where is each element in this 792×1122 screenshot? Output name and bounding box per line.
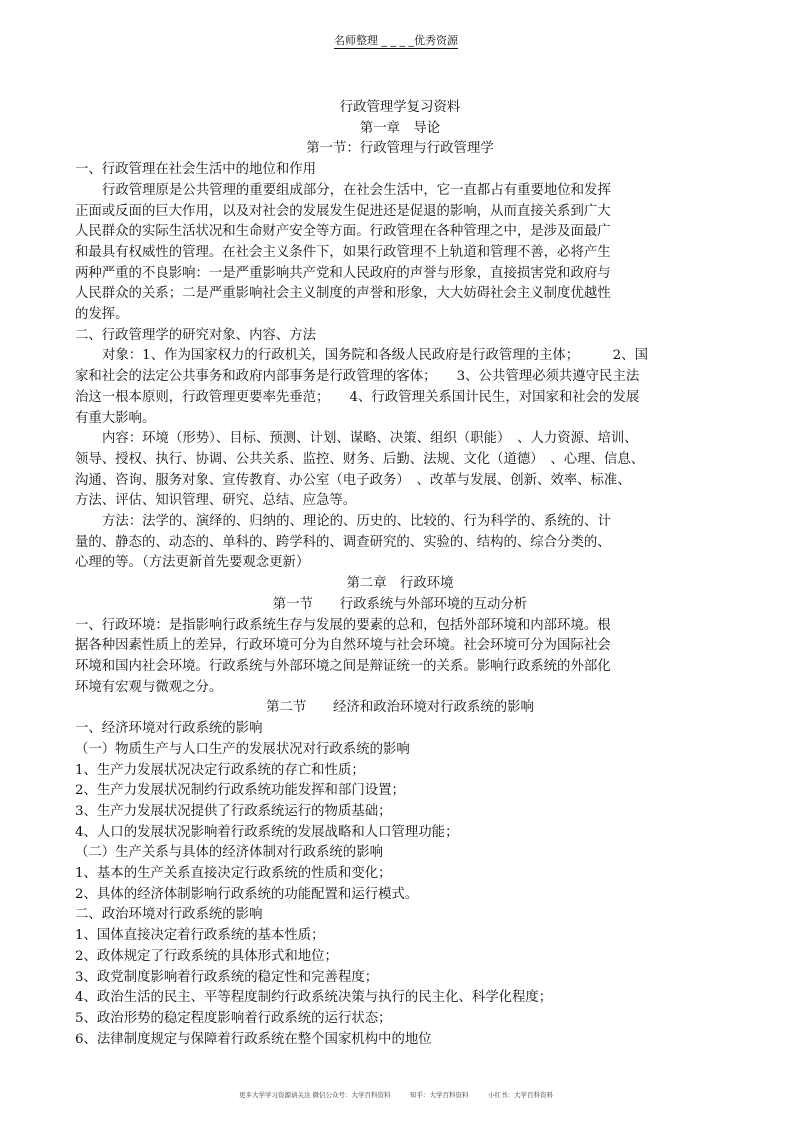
heading-1-1: 一、行政管理在社会生活中的地位和作用	[75, 162, 317, 178]
paragraph-objects	[75, 346, 725, 429]
paragraph-line: 据各种因素性质上的差异，行政环境可分为自然环境与社会环境。社会环境可分为国际社会	[75, 638, 611, 654]
paragraph-line: 一、行政环境：是指影响行政系统生存与发展的要素的总和，包括外部环境和内部环境。根	[75, 617, 611, 633]
section-2-2-heading: 第二节 经济和政治环境对行政系统的影响	[266, 700, 534, 716]
heading-2-2: 二、政治环境对行政系统的影响	[75, 907, 263, 923]
chapter-2-heading: 第二章 行政环境	[346, 576, 454, 592]
paragraph-line: 两种严重的不良影响：一是严重影响共产党和人民政府的声誉与形象，直接损害党和政府与	[75, 265, 611, 281]
list-item: 3、政党制度影响着行政系统的稳定性和完善程度；	[75, 969, 379, 985]
paragraph-line: 对象：1、作为国家权力的行政机关，国务院和各级人民政府是行政管理的主体； 2、国	[102, 348, 648, 364]
paragraph-line: 家和社会的法定公共事务和政府内部事务是行政管理的客体； 3、公共管理必须共遵守民主法	[75, 369, 640, 385]
paragraph-line: 沟通、咨询、服务对象、宣传教育、办公室（电子政务） 、改革与发展、创新、效率、标准、	[75, 472, 631, 488]
list-3	[75, 926, 725, 1050]
document-title: 行政管理学复习资料	[339, 100, 461, 115]
list-item: 2、政体规定了行政系统的具体形式和地位；	[75, 948, 338, 964]
paragraph-line: 人民群众的实际生活状况和生命财产安全等方面。行政管理在各种管理之中，是涉及面最广	[75, 224, 611, 240]
subheading-1: （一）物质生产与人口生产的发展状况对行政系统的影响	[75, 741, 410, 757]
header-text: 名师整理 _ _ _ _优秀资源	[334, 34, 458, 47]
list-item: 4、人口的发展状况影响着行政系统的发展战略和人口管理功能；	[75, 824, 459, 840]
list-item: 2、生产力发展状况制约行政系统功能发挥和部门设置；	[75, 783, 405, 799]
chapter-1-heading: 第一章 导论	[359, 120, 441, 136]
section-1-heading: 第一节：行政管理与行政管理学	[306, 141, 494, 157]
paragraph-line: 内容：环境（形势）、目标、预测、计划、谋略、决策、组织（职能） 、人力资源、培训、	[102, 431, 638, 447]
subheading-2: （二）生产关系与具体的经济体制对行政系统的影响	[75, 845, 383, 861]
list-item: 6、法律制度规定与保障着行政系统在整个国家机构中的地位	[75, 1031, 432, 1047]
page-footer: 更多大学学习资源请关注 微信公众号：大学百科资料 知乎：大学百科资料 小红书：大学百科资料	[238, 1091, 554, 1099]
paragraph-line: 治这一根本原则，行政管理更要率先垂范； 4、行政管理关系国计民生，对国家和社会的发展	[75, 389, 640, 405]
paragraph-line: 正面或反面的巨大作用，以及对社会的发展发生促进还是促退的影响，从而直接关系到广大	[75, 203, 611, 219]
paragraph-methods	[75, 512, 725, 574]
list-item: 1、基本的生产关系直接决定行政系统的性质和变化；	[75, 866, 392, 882]
paragraph-line: 环境有宏观与微观之分。	[75, 679, 223, 695]
paragraph-environment	[75, 616, 725, 699]
heading-2-1: 一、经济环境对行政系统的影响	[75, 721, 263, 737]
paragraph-line: 方法：法学的、演绎的、归纳的、理论的、历史的、比较的、行为科学的、系统的、计	[102, 514, 611, 530]
paragraph-role	[75, 181, 725, 326]
paragraph-line: 环境和国内社会环境。行政系统与外部环境之间是辩证统一的关系。影响行政系统的外部化	[75, 658, 611, 674]
paragraph-line: 心理的等。（方法更新首先要观念更新）	[75, 555, 310, 571]
list-item: 2、具体的经济体制影响行政系统的功能配置和运行模式。	[75, 886, 419, 902]
list-1	[75, 761, 725, 844]
paragraph-line: 的发挥。	[75, 307, 129, 323]
list-2	[75, 864, 725, 905]
paragraph-line: 和最具有权威性的管理。在社会主义条件下，如果行政管理不上轨道和管理不善，必将产生	[75, 244, 611, 260]
heading-1-2: 二、行政管理学的研究对象、内容、方法	[75, 327, 317, 343]
list-item: 1、国体直接决定着行政系统的基本性质；	[75, 928, 325, 944]
paragraph-line: 方法、评估、知识管理、研究、总结、应急等。	[75, 493, 357, 509]
document-body	[75, 98, 725, 1050]
paragraph-line: 量的、静态的、动态的、单科的、跨学科的、调查研究的、实验的、结构的、综合分类的、	[75, 534, 611, 550]
paragraph-contents	[75, 429, 725, 512]
list-item: 5、政治形势的稳定程度影响着行政系统的运行状态；	[75, 1010, 392, 1026]
paragraph-line: 行政管理原是公共管理的重要组成部分，在社会生活中，它一直都占有重要地位和发挥	[102, 182, 611, 198]
paragraph-line: 领导、授权、执行、协调、公共关系、监控、财务、后勤、法规、文化（道德） 、心理、信息、	[75, 451, 645, 467]
section-2-1-heading: 第一节 行政系统与外部环境的互动分析	[272, 596, 528, 612]
list-item: 4、政治生活的民主、平等程度制约行政系统决策与执行的民主化、科学化程度；	[75, 990, 553, 1006]
list-item: 1、生产力发展状况决定行政系统的存亡和性质；	[75, 762, 365, 778]
paragraph-line: 人民群众的关系；二是严重影响社会主义制度的声誉和形象，大大妨碍社会主义制度优越性	[75, 286, 611, 302]
paragraph-line: 有重大影响。	[75, 410, 156, 426]
page-header	[0, 32, 792, 48]
list-item: 3、生产力发展状况提供了行政系统运行的物质基础；	[75, 803, 392, 819]
